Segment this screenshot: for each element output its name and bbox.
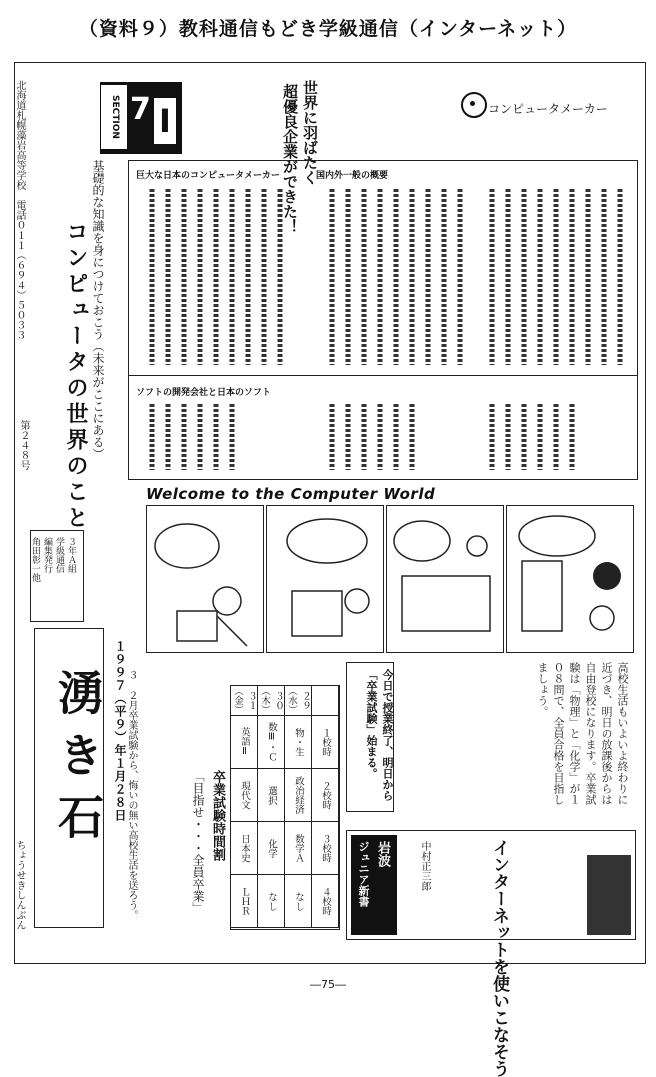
comic-drawing-4 xyxy=(507,506,634,653)
exam-period-header: ３校時 xyxy=(312,822,339,875)
notice-title-box xyxy=(346,662,394,812)
section-word: SECTION xyxy=(100,84,128,150)
article-columns-top xyxy=(132,185,632,370)
exam-cell: 日本史 xyxy=(231,822,258,875)
exam-cell: 数Ⅲ・Ｃ xyxy=(258,716,285,769)
headline-line-1: 世界に羽ばたく xyxy=(301,80,319,185)
issue-date: １９９７（平９）年１月２８日 xyxy=(113,640,127,822)
exam-period-header: ２校時 xyxy=(312,769,339,822)
side-subtitle: 基礎的な知識を身につけておこう（未来がここにある） xyxy=(91,160,105,460)
comic-panel-2 xyxy=(266,505,384,653)
exam-cell: 現代文 xyxy=(231,769,258,822)
text-columns-graphic-2 xyxy=(132,400,632,475)
exam-cell: ＬＨＲ xyxy=(231,875,258,928)
exam-cell: なし xyxy=(258,875,285,928)
exam-cell: 選択 xyxy=(258,769,285,822)
section-number: 7 xyxy=(130,92,151,127)
document-title: （資料９）教科通信もどき学級通信（インターネット） xyxy=(78,18,578,40)
company-label: コンピュータメーカー xyxy=(488,102,608,116)
meta-line-1: ３年Ａ組 xyxy=(66,537,76,573)
notice-title: 今日で授業終了、明日から「卒業試験」始まる。 xyxy=(365,669,394,801)
book-label-bottom: ジュニア新書 xyxy=(357,841,370,907)
comic-panel-3 xyxy=(386,505,504,653)
exam-grid xyxy=(231,686,339,929)
exam-subtitle: 「目指せ・・・全員卒業」 xyxy=(191,770,205,914)
article-heading-2: 国内外一般の概要 xyxy=(316,171,389,181)
exam-corner xyxy=(312,686,339,716)
meta-line-4: 角田彰一他 xyxy=(30,537,40,582)
exam-cell: 化学 xyxy=(258,822,285,875)
exam-period-header: ４校時 xyxy=(312,875,339,928)
exam-table xyxy=(230,685,340,930)
book-ad xyxy=(346,830,636,1077)
side-title: コンピュータの世界のこと xyxy=(63,220,88,532)
meta-line-2: 学級通信 xyxy=(54,537,64,573)
issue-meta-box xyxy=(30,530,84,622)
exam-cell: 英語Ⅱ xyxy=(231,716,258,769)
exam-header-day: ３１（金） xyxy=(232,686,257,715)
exam-cell: 政治経済 xyxy=(285,769,312,822)
article-heading-1: 巨大な日本のコンピュータメーカー xyxy=(136,171,280,181)
notice-body: 高校生活もいよいよ終わりに近づき、明日の放課後からは自由登校になります。卒業試験は「物理」と「化学」が１０８問で、全員合格を目指しましょう。 xyxy=(536,662,629,805)
exam-cell: なし xyxy=(285,875,312,928)
comic-panel-4 xyxy=(506,505,634,653)
headline-line-2: 超優良企業ができた！ xyxy=(281,84,299,234)
article-heading-3: ソフトの開発会社と日本のソフト xyxy=(136,388,271,398)
comic-title: Welcome to the Computer World xyxy=(146,485,436,503)
book-title: インターネットを使いこなそう xyxy=(489,839,509,1077)
book-label-top: 岩波 xyxy=(375,841,390,867)
exam-cell: 数学Ａ xyxy=(285,822,312,875)
logo-caption: ちょうせきしんぶん xyxy=(14,840,25,930)
school-contact: 北海道札幌藻岩高等学校 電話０１１（６９４）５０３３ xyxy=(14,80,25,340)
book-author: 中村正三郎 xyxy=(419,841,430,891)
exam-title: 卒業試験時間割 xyxy=(210,770,225,861)
exam-header-day: ２９（水） xyxy=(286,686,311,715)
exam-period-header: １校時 xyxy=(312,716,339,769)
meta-line-3: 編集発行 xyxy=(42,537,52,573)
comic-drawing-1 xyxy=(147,506,264,653)
masthead-logo: 湧き石 xyxy=(51,669,105,855)
exam-cell: 物・生 xyxy=(285,716,312,769)
article-divider xyxy=(128,375,638,376)
masthead-logo-box xyxy=(34,628,104,928)
comic-panel-1 xyxy=(146,505,264,653)
page-number: ―75― xyxy=(310,978,346,991)
logo-dot-icon xyxy=(470,101,475,106)
exam-header-day: ３０（木） xyxy=(259,686,284,715)
exam-note: ３ ２月卒業試験から、悔いの無い高校生活を送ろう。 xyxy=(126,670,137,920)
book-cover-image xyxy=(587,855,631,935)
article-columns-bottom xyxy=(132,400,632,475)
issue-number: 第２４８号 xyxy=(18,420,29,470)
section-roman: I xyxy=(154,98,176,144)
comic-drawing-2 xyxy=(267,506,384,653)
comic-drawing-3 xyxy=(387,506,504,653)
text-columns-graphic xyxy=(132,185,632,370)
